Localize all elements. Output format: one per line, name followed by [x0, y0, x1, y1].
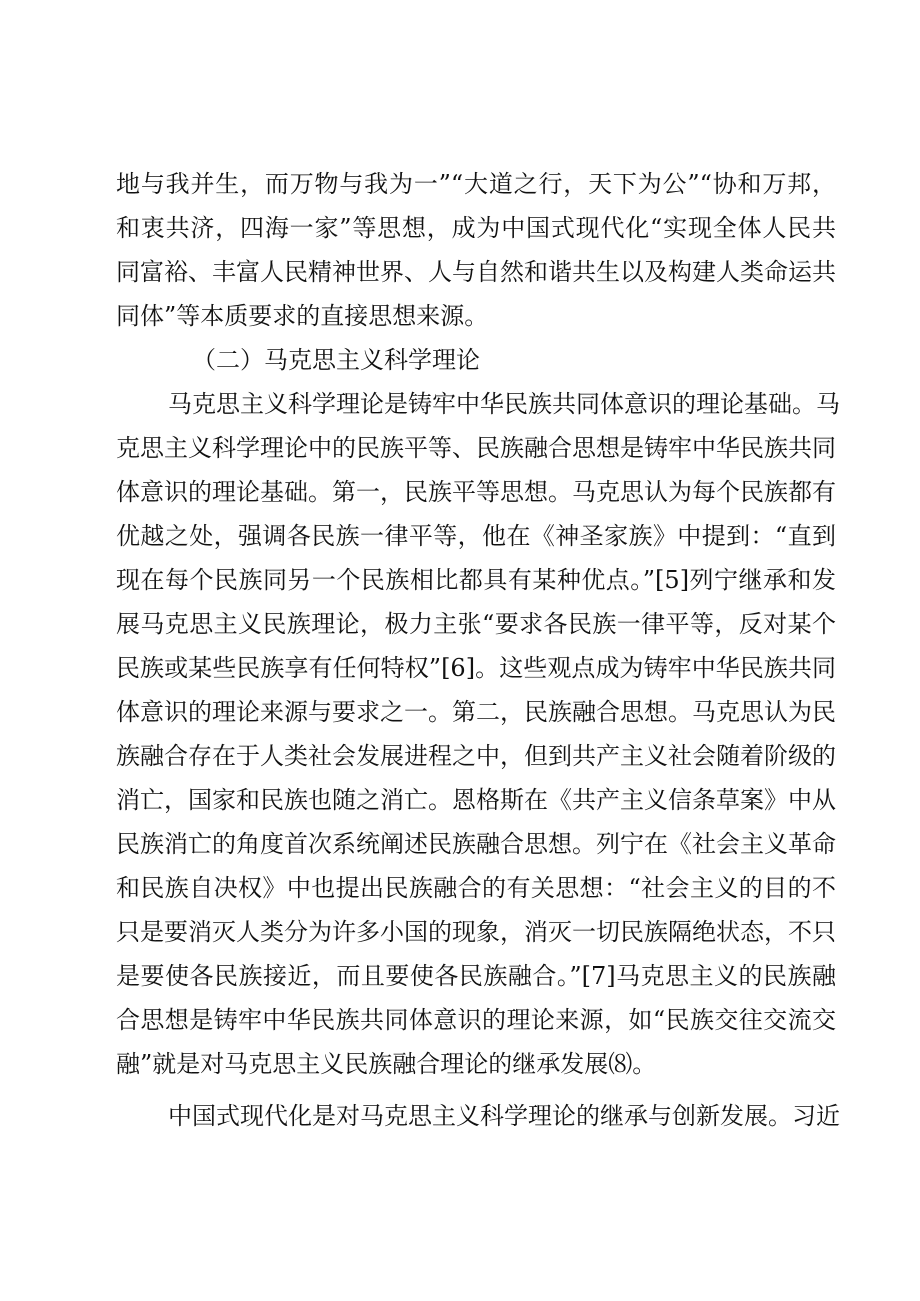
text-line: 克思主义科学理论中的民族平等、民族融合思想是铸牢中华民族共同 — [116, 434, 836, 462]
section-heading: （二）马克思主义科学理论 — [192, 346, 480, 374]
text-line: 是要使各民族接近，而且要使各民族融合。”[7]马克思主义的民族融 — [116, 962, 836, 990]
text-line: 和民族自决权》中也提出民族融合的有关思想：“社会主义的目的不 — [116, 874, 836, 902]
text-line: 地与我并生，而万物与我为一”“大道之行，天下为公”“协和万邦， — [116, 170, 836, 198]
text-line: 民族消亡的角度首次系统阐述民族融合思想。列宁在《社会主义革命 — [116, 830, 836, 858]
text-line: 和衷共济，四海一家”等思想，成为中国式现代化“实现全体人民共 — [116, 214, 836, 242]
text-line: 消亡，国家和民族也随之消亡。恩格斯在《共产主义信条草案》中从 — [116, 786, 836, 814]
text-line: 合思想是铸牢中华民族共同体意识的理论来源，如“民族交往交流交 — [116, 1006, 836, 1034]
text-line: 体意识的理论来源与要求之一。第二，民族融合思想。马克思认为民 — [116, 698, 836, 726]
text-line: 族融合存在于人类社会发展进程之中，但到共产主义社会随着阶级的 — [116, 742, 836, 770]
text-line: 只是要消灭人类分为许多小国的现象，消灭一切民族隔绝状态，不只 — [116, 918, 836, 946]
text-line: 同体”等本质要求的直接思想来源。 — [116, 302, 489, 330]
text-line: 优越之处，强调各民族一律平等，他在《神圣家族》中提到：“直到 — [116, 522, 836, 550]
text-line: 同富裕、丰富人民精神世界、人与自然和谐共生以及构建人类命运共 — [116, 258, 836, 286]
text-line: 融”就是对马克思主义民族融合理论的继承发展⑻。 — [116, 1050, 657, 1078]
text-line: 体意识的理论基础。第一，民族平等思想。马克思认为每个民族都有 — [116, 478, 836, 506]
paragraph-first-line: 中国式现代化是对马克思主义科学理论的继承与创新发展。习近 — [168, 1102, 840, 1130]
text-line: 民族或某些民族享有任何特权”[6]。这些观点成为铸牢中华民族共同 — [116, 654, 836, 682]
paragraph-first-line: 马克思主义科学理论是铸牢中华民族共同体意识的理论基础。马 — [168, 390, 840, 418]
text-line: 现在每个民族同另一个民族相比都具有某种优点。”[5]列宁继承和发 — [116, 566, 836, 594]
text-line: 展马克思主义民族理论，极力主张“要求各民族一律平等，反对某个 — [116, 610, 836, 638]
